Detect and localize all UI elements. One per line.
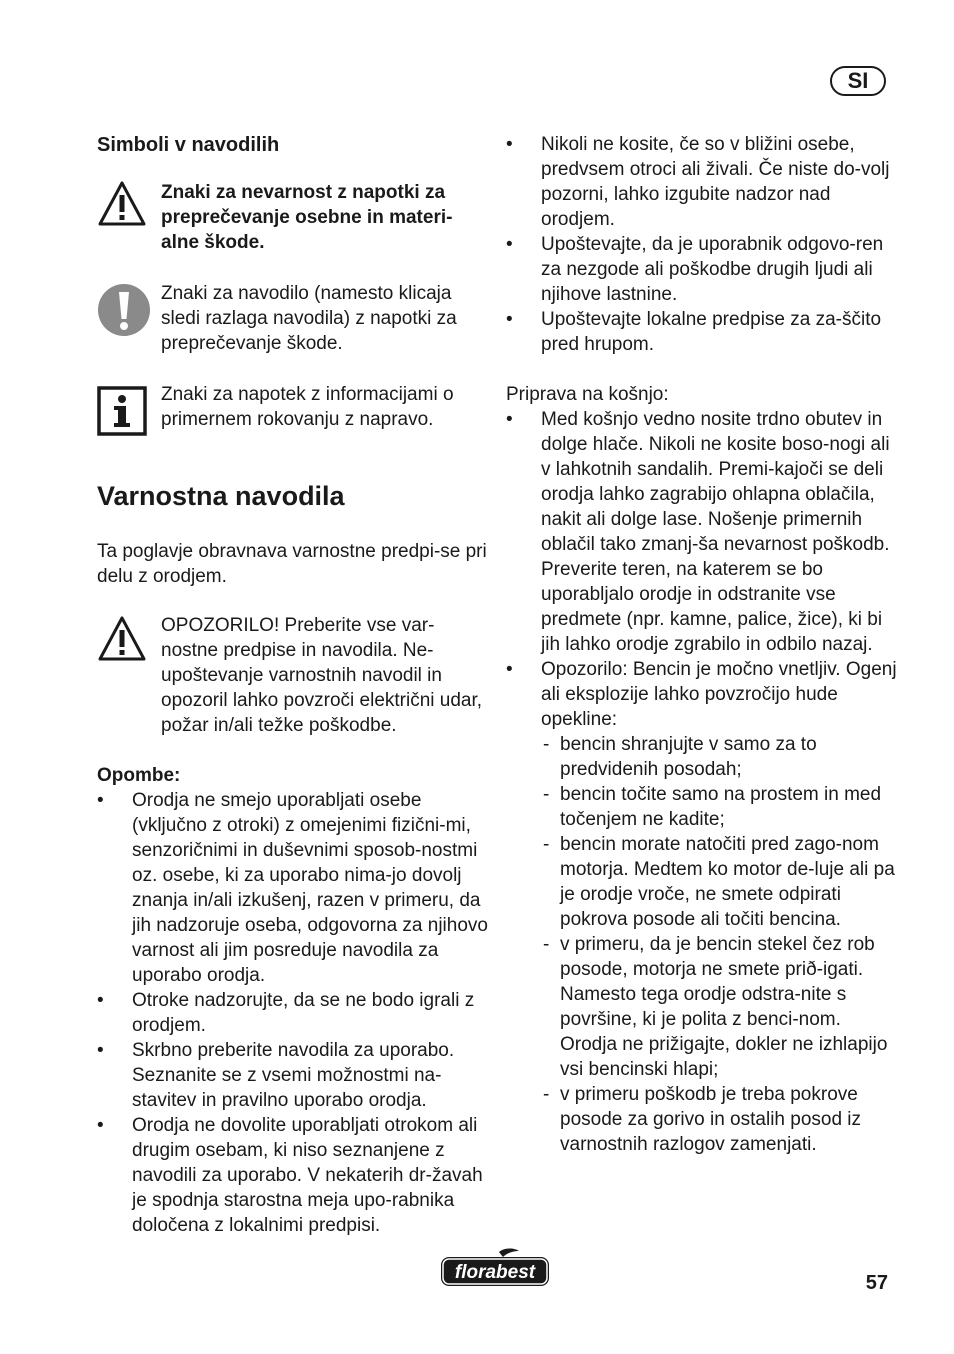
- list-item: • Nikoli ne kosite, če so v bližini osebe, predvsem otroci ali živali. Če niste do-volj pozorni, lahko izgubite nadzor nad orodjem.: [506, 132, 898, 232]
- symbol-instruction-text: Znaki za navodilo (namesto klicaja sledi razlaga navodila) z napotki za preprečevanje škode.: [161, 283, 457, 354]
- warning-text: OPOZORILO! Preberite vse var-nostne predpise in navodila. Ne-upoštevanje varnostnih navodil in opozoril lahko povzroči električni udar, požar in/ali težke poškodbe.: [161, 615, 483, 736]
- symbol-info-text: Znaki za napotek z informacijami o primernem rokovanju z napravo.: [161, 384, 454, 430]
- list-item: • Otroke nadzorujte, da se ne bodo igrali z orodjem.: [97, 988, 489, 1038]
- general-safety-list: [506, 132, 898, 357]
- logo-text: florabest: [454, 1262, 536, 1283]
- symbol-instruction: [97, 281, 489, 356]
- list-item: - v primeru poškodb je treba pokrove posode za gorivo in ostalih posod iz varnostnih razlogov zamenjati.: [541, 1082, 898, 1157]
- warning-triangle-icon: [97, 180, 147, 235]
- list-item: • Upoštevajte lokalne predpise za za-ščito pred hrupom.: [506, 307, 898, 357]
- intro-text: Ta poglavje obravnava varnostne predpi-se pri delu z orodjem.: [97, 541, 487, 587]
- list-item: - bencin točite samo na prostem in med točenjem ne kadite;: [541, 782, 898, 832]
- list-item-text: • Opozorilo: Bencin je močno vnetljiv. Ogenj ali eksplozije lahko povzročijo hude opekline:: [541, 659, 897, 730]
- section-title: Varnostna navodila: [97, 481, 345, 511]
- symbol-danger-text: Znaki za nevarnost z napotki za preprečevanje osebne in materi-alne škode.: [161, 182, 453, 253]
- exclamation-circle-icon: [97, 283, 151, 344]
- florabest-logo: [439, 1248, 551, 1288]
- notes-list: [97, 788, 489, 1238]
- list-item: - bencin morate natočiti pred zago-nom motorja. Medtem ko motor de-luje ali pa je orodje vroče, ne smete odpirati pokrova posode ali točiti bencina.: [541, 832, 898, 932]
- preparation-list: [506, 407, 898, 1157]
- notes-heading: Opombe:: [97, 765, 181, 786]
- right-column: [506, 132, 898, 1157]
- list-item: [506, 657, 898, 1157]
- left-column: [97, 132, 489, 1238]
- page-number: 57: [865, 1272, 888, 1294]
- language-badge: SI: [830, 66, 886, 96]
- warning-block: [97, 613, 489, 738]
- list-item: • Upoštevajte, da je uporabnik odgovo-ren za nezgode ali poškodbe drugih ljudi ali njihove lastnine.: [506, 232, 898, 307]
- info-box-icon: [97, 386, 147, 443]
- preparation-heading: Priprava na košnjo:: [506, 384, 669, 405]
- list-item: - bencin shranjujte v samo za to predvidenih posodah;: [541, 732, 898, 782]
- warning-triangle-icon: [97, 615, 147, 670]
- list-item: • Skrbno preberite navodila za uporabo. Seznanite se z vsemi možnostmi na-stavitev in pravilno uporabo orodja.: [97, 1038, 489, 1113]
- list-item-text: • Med košnjo vedno nosite trdno obutev in dolge hlače. Nikoli ne kosite boso-nogi ali v lahkotnih sandalih. Premi-kajoči se deli orodja lahko zagrabijo ohlapna oblačila, nakit ali dolge lase. Nošenje primernih oblačil tako zmanj-ša nevarnost poškodb.: [541, 409, 890, 555]
- list-item: • Orodja ne dovolite uporabljati otrokom ali drugim osebam, ki niso seznanjene z navodili za uporabo. V nekaterih dr-žavah je spodnja starostna meja upo-rabnika določena z lokalnimi predpisi.: [97, 1113, 489, 1238]
- list-item: • Orodja ne smejo uporabljati osebe (vključno z otroki) z omejenimi fizični-mi, senzoričnimi in duševnimi sposob-nostmi oz. osebe, ki za uporabo nima-jo dovolj znanja in/ali izkušenj, razen v primeru, da jih nadzoruje oseba, odgovorna za njihovo varnost ali jim posreduje navodila za uporabo orodja.: [97, 788, 489, 988]
- fuel-safety-list: [541, 732, 898, 1157]
- symbols-heading: Simboli v navodilih: [97, 134, 280, 156]
- list-item-text: Preverite teren, na katerem se bo uporabljalo orodje in odstranite vse predmete (npr. kamne, palice, žice), ki bi jih lahko orodje zgrabilo in odbilo nazaj.: [541, 559, 883, 655]
- list-item: [506, 407, 898, 657]
- list-item: - v primeru, da je bencin stekel čez rob posode, motorja ne smete prið-igati. Namesto tega orodje odstra-nite s površine, ki je polita z benci-nom. Orodja ne prižigajte, dokler ne izhlapijo vsi bencinski hlapi;: [541, 932, 898, 1082]
- symbol-danger: [97, 180, 489, 255]
- symbol-info: [97, 382, 489, 434]
